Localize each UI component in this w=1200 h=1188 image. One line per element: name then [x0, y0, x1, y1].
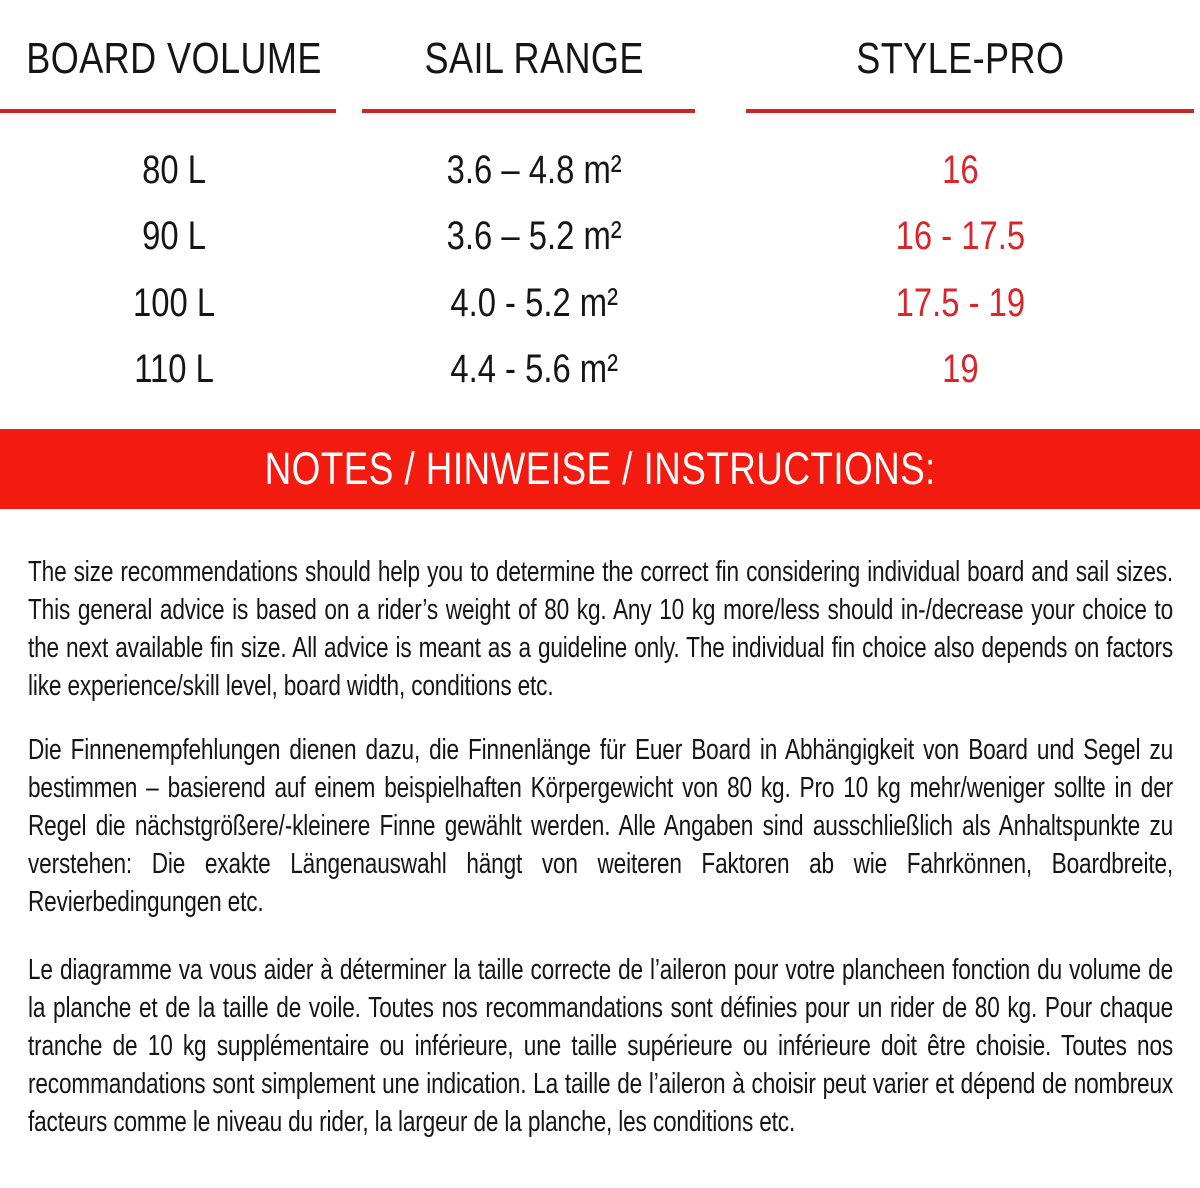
header-underline-board-volume: [0, 109, 336, 113]
table-row: [0, 213, 1200, 259]
header-underline-sail-range: [362, 109, 695, 113]
notes-banner: [0, 429, 1200, 509]
table-header-row: [0, 34, 1200, 84]
board-volume-value: 80 L: [142, 148, 206, 192]
column-header-board-volume: BOARD VOLUME: [26, 34, 322, 83]
notes-banner-title: NOTES / HINWEISE / INSTRUCTIONS:: [264, 443, 936, 494]
board-volume-value: 90 L: [142, 214, 206, 258]
style-pro-value: 19: [942, 347, 979, 391]
header-underline-style-pro: [746, 109, 1194, 113]
note-paragraph-german: Die Finnenempfehlungen dienen dazu, die Finnenlänge für Euer Board in Abhängigkeit von Board und Segel zu bestimmen – basierend auf einem beispielhaften Körpergewicht von 80 kg. Pro 10 kg mehr/weniger sollte in der Regel die nächstgrößere/-kleinere Finne gewählt werden. Alle Angaben sind ausschließlich als Anhaltspunkte zu verstehen: Die exakte Längenauswahl hängt von weiteren Faktoren ab wie Fahrkönnen, Boardbreite, Revierbedingungen etc.: [28, 734, 1174, 918]
sail-range-value: 4.0 - 5.2 m²: [450, 281, 619, 325]
table-row: [0, 147, 1200, 193]
table-row: [0, 346, 1200, 392]
column-header-style-pro: STYLE-PRO: [856, 34, 1065, 83]
note-paragraph-french: Le diagramme va vous aider à déterminer la taille correcte de l’aileron pour votre plancheen fonction du volume de la planche et de la taille de voile. Toutes nos recommandations sont définies pour un rider de 80 kg. Pour chaque tranche de 10 kg supplémentaire ou inférieure, une taille supérieure ou inférieure doit être choisie. Toutes nos recommandations sont simplement une indication. La taille de l’aileron à choisir peut varier et dépend de nombreux facteurs comme le niveau du rider, la largeur de la planche, les conditions etc.: [28, 954, 1174, 1138]
style-pro-value: 16: [942, 148, 979, 192]
style-pro-value: 17.5 - 19: [895, 281, 1026, 325]
sail-range-value: 4.4 - 5.6 m²: [450, 347, 619, 391]
sail-range-value: 3.6 – 5.2 m²: [446, 214, 622, 258]
board-volume-value: 100 L: [133, 281, 216, 325]
style-pro-value: 16 - 17.5: [895, 214, 1026, 258]
column-header-sail-range: SAIL RANGE: [424, 34, 644, 83]
note-paragraph-english: The size recommendations should help you to determine the correct fin considering individual board and sail sizes. This general advice is based on a rider’s weight of 80 kg. Any 10 kg more/less should in-/decrease your choice to the next available fin size. All advice is meant as a guideline only. The individual fin choice also depends on factors like experience/skill level, board width, conditions etc.: [28, 556, 1174, 702]
sail-range-value: 3.6 – 4.8 m²: [446, 148, 622, 192]
board-volume-value: 110 L: [134, 347, 214, 391]
table-row: [0, 280, 1200, 326]
